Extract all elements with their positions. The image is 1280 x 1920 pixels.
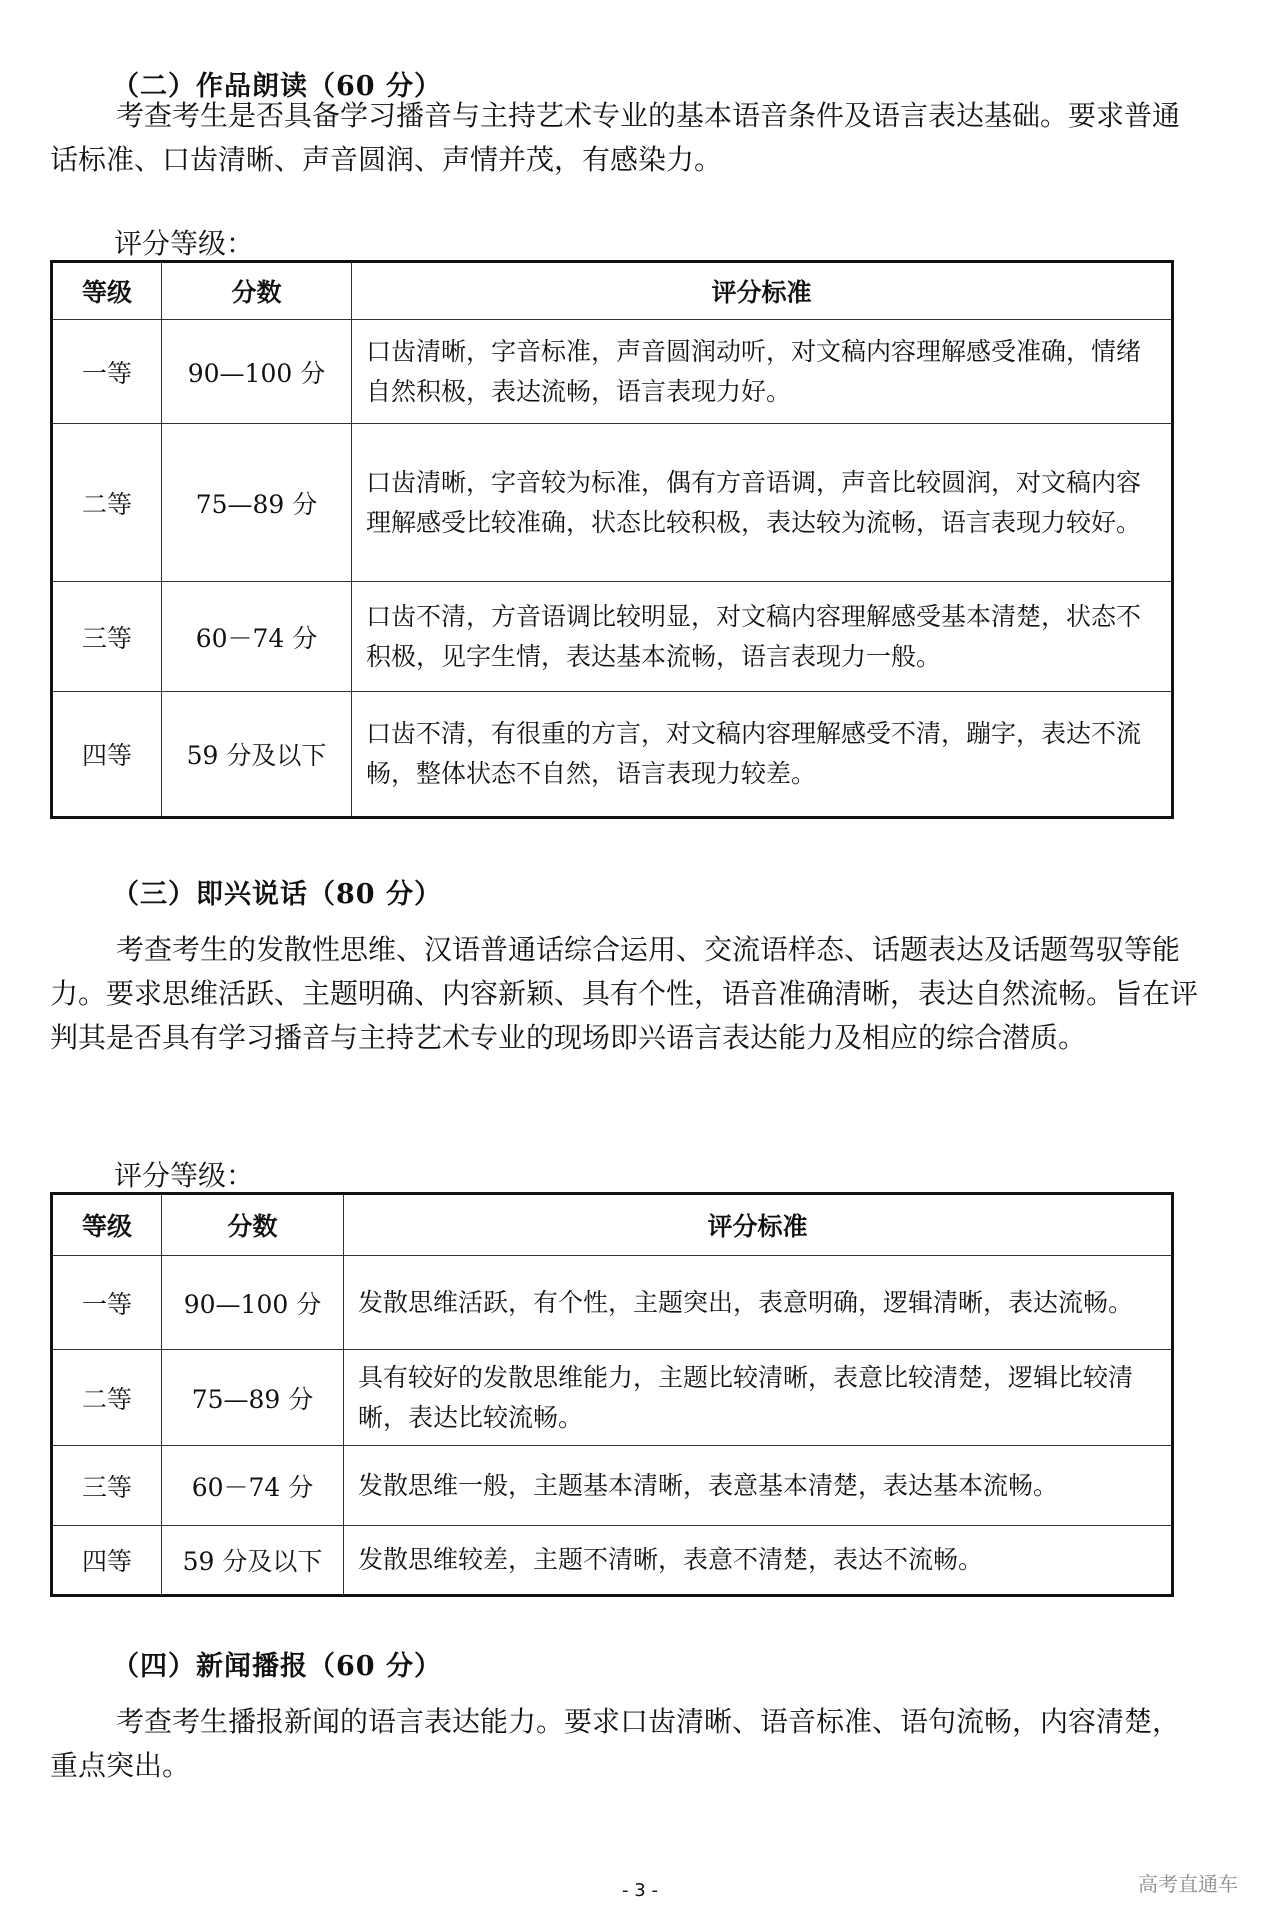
section2-grading-table: [50, 260, 1174, 819]
table-row: [52, 1526, 1173, 1596]
section2-paragraph: 考查考生是否具备学习播音与主持艺术专业的基本语音条件及语言表达基础。要求普通话标准、口齿清晰、声音圆润、声情并茂，有感染力。: [50, 99, 1181, 176]
row-score: 59 分及以下: [162, 692, 352, 818]
table-row: [52, 692, 1173, 818]
table-row: [52, 424, 1173, 582]
row-level: 二等: [52, 1350, 162, 1446]
row-criteria: 发散思维活跃，有个性，主题突出，表意明确，逻辑清晰，表达流畅。: [344, 1256, 1173, 1350]
section4-paragraph: 考查考生播报新闻的语言表达能力。要求口齿清晰、语音标准、语句流畅，内容清楚，重点突出。: [50, 1705, 1181, 1782]
section3-paragraph: 考查考生的发散性思维、汉语普通话综合运用、交流语样态、话题表达及话题驾驭等能力。要求思维活跃、主题明确、内容新颖、具有个性，语音准确清晰，表达自然流畅。旨在评判其是否具有学习播音与主持艺术专业的现场即兴语言表达能力及相应的综合潜质。: [50, 933, 1199, 1054]
row-score: 75—89 分: [162, 424, 352, 582]
row-criteria: 口齿不清，有很重的方言，对文稿内容理解感受不清，蹦字，表达不流畅，整体状态不自然，语言表现力较差。: [352, 692, 1173, 818]
section2-heading: （二）作品朗读（60 分）: [112, 71, 442, 102]
row-criteria: 发散思维一般，主题基本清晰，表意基本清楚，表达基本流畅。: [344, 1446, 1173, 1526]
row-level: 二等: [52, 424, 162, 582]
header-level: 等级: [52, 1194, 162, 1256]
table-row: [52, 1350, 1173, 1446]
row-criteria: 口齿清晰，字音标准，声音圆润动听，对文稿内容理解感受准确，情绪自然积极，表达流畅，语言表现力好。: [352, 320, 1173, 424]
row-score: 90—100 分: [162, 320, 352, 424]
table-row: [52, 1256, 1173, 1350]
section3-grading-table: [50, 1192, 1174, 1597]
watermark: 高考直通车: [1138, 1872, 1238, 1896]
header-criteria: 评分标准: [344, 1194, 1173, 1256]
header-level: 等级: [52, 262, 162, 320]
table-row: [52, 1446, 1173, 1526]
table-header-row: [52, 1194, 1173, 1256]
row-level: 三等: [52, 1446, 162, 1526]
row-level: 一等: [52, 320, 162, 424]
row-score: 60－74 分: [162, 582, 352, 692]
row-level: 三等: [52, 582, 162, 692]
row-criteria: 发散思维较差，主题不清晰，表意不清楚，表达不流畅。: [344, 1526, 1173, 1596]
section3-heading: （三）即兴说话（80 分）: [112, 879, 442, 910]
row-level: 四等: [52, 692, 162, 818]
row-level: 一等: [52, 1256, 162, 1350]
row-score: 75—89 分: [162, 1350, 344, 1446]
row-score: 90—100 分: [162, 1256, 344, 1350]
header-score: 分数: [162, 1194, 344, 1256]
table-header-row: [52, 262, 1173, 320]
row-criteria: 口齿清晰，字音较为标准，偶有方音语调，声音比较圆润，对文稿内容理解感受比较准确，状态比较积极，表达较为流畅，语言表现力较好。: [352, 424, 1173, 582]
row-score: 59 分及以下: [162, 1526, 344, 1596]
page-number: - 3 -: [622, 1880, 658, 1901]
section3-grading-label: 评分等级：: [114, 1159, 255, 1192]
row-level: 四等: [52, 1526, 162, 1596]
row-criteria: 口齿不清，方音语调比较明显，对文稿内容理解感受基本清楚，状态不积极，见字生情，表达基本流畅，语言表现力一般。: [352, 582, 1173, 692]
table-row: [52, 582, 1173, 692]
row-score: 60－74 分: [162, 1446, 344, 1526]
header-criteria: 评分标准: [352, 262, 1173, 320]
table-row: [52, 320, 1173, 424]
row-criteria: 具有较好的发散思维能力，主题比较清晰，表意比较清楚，逻辑比较清晰，表达比较流畅。: [344, 1350, 1173, 1446]
section4-heading: （四）新闻播报（60 分）: [112, 1651, 442, 1682]
section2-grading-label: 评分等级：: [114, 227, 255, 260]
header-score: 分数: [162, 262, 352, 320]
